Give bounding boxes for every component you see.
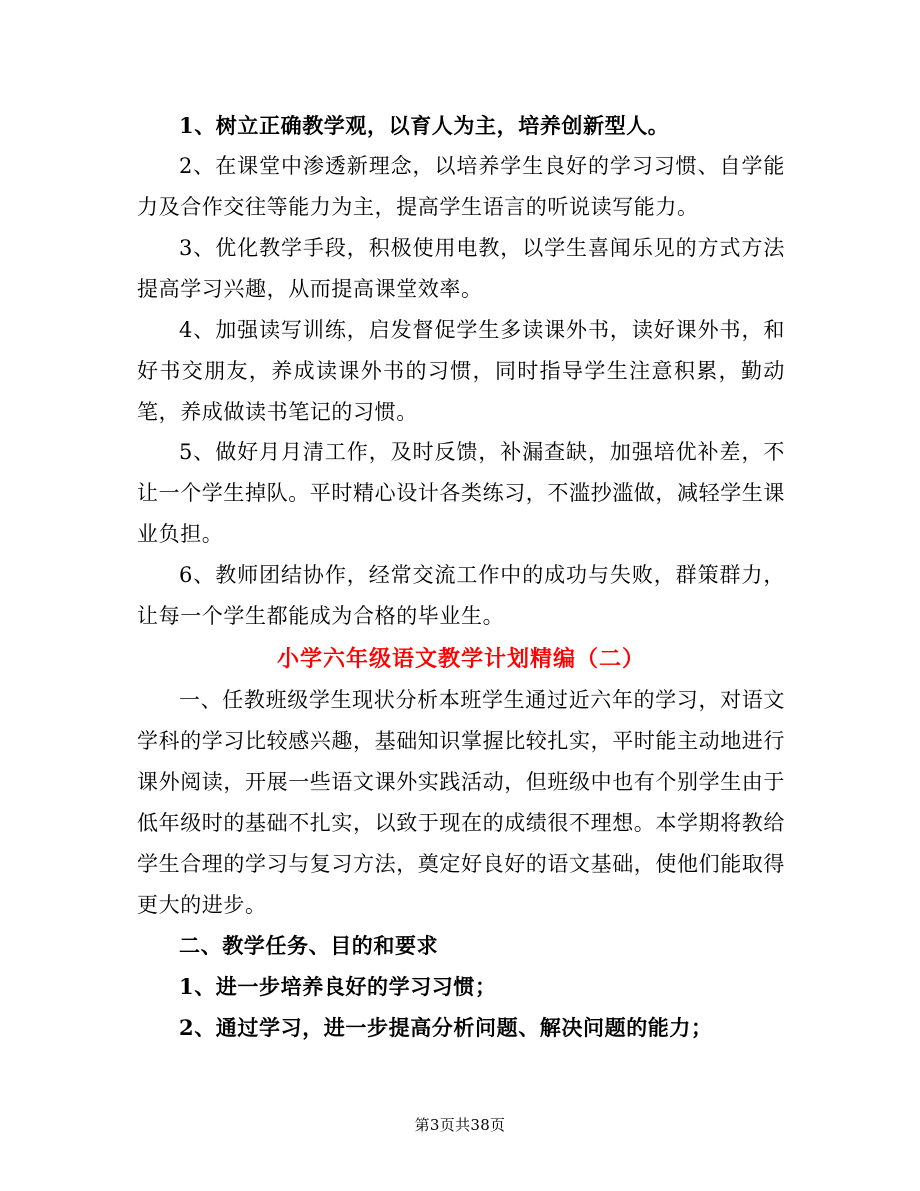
paragraph-2: 2、在课堂中渗透新理念，以培养学生良好的学习习惯、自学能力及合作交往等能力为主，提高学生语言的听说读写能力。 (137, 154, 785, 219)
paragraph-5: 5、做好月月清工作，及时反馈，补漏查缺，加强培优补差，不让一个学生掉队。平时精心设计各类练习，不滥抄滥做，减轻学生课业负担。 (137, 440, 785, 546)
paragraph-3: 3、优化教学手段，积极使用电教，以学生喜闻乐见的方式方法提高学习兴趣，从而提高课堂效率。 (137, 236, 785, 301)
paragraph-8: 二、教学任务、目的和要求 (179, 933, 439, 958)
paragraph-9: 1、进一步培养良好的学习习惯； (179, 974, 497, 999)
paragraph-10: 2、通过学习，进一步提高分析问题、解决问题的能力； (179, 1015, 713, 1040)
paragraph-1: 1、树立正确教学观，以育人为主，培养创新型人。 (179, 113, 670, 138)
paragraph-4: 4、加强读写训练，启发督促学生多读课外书，读好课外书，和好书交朋友，养成读课外书的习惯，同时指导学生注意积累，勤动笔，养成做读书笔记的习惯。 (137, 318, 785, 424)
section-title: 小学六年级语文教学计划精编（二） (276, 646, 645, 672)
paragraph-7: 一、任教班级学生现状分析本班学生通过近六年的学习，对语文学科的学习比较感兴趣，基础知识掌握比较扎实，平时能主动地进行课外阅读，开展一些语文课外实践活动，但班级中也有个别学生由于低年级时的基础不扎实，以致于现在的成绩很不理想。本学期将教给学生合理的学习与复习方法，奠定好良好的语文基础，使他们能取得更大的进步。 (137, 688, 785, 917)
paragraph-6: 6、教师团结协作，经常交流工作中的成功与失败，群策群力，让每一个学生都能成为合格的毕业生。 (137, 563, 785, 628)
page-footer: 第3页共38页 (414, 1116, 506, 1134)
